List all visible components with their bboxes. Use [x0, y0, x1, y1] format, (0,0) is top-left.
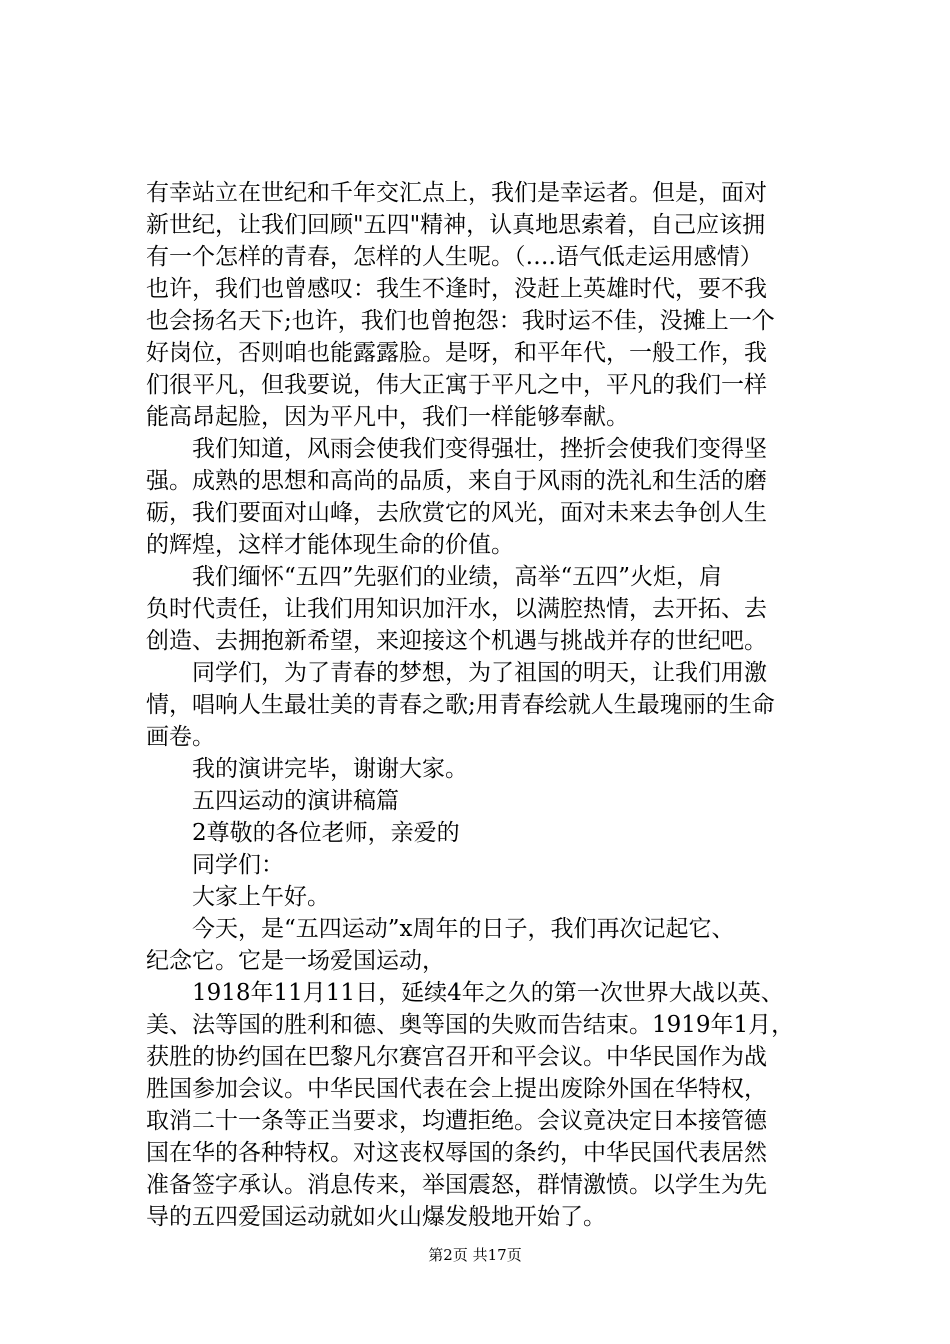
text-line: 美、法等国的胜利和德、奥等国的失败而告结束。1919年1月， — [146, 1012, 795, 1038]
section-heading: 五四运动的演讲稿篇 — [146, 788, 399, 814]
text-line: 情，唱响人生最壮美的青春之歌;用青春绘就人生最瑰丽的生命 — [146, 692, 775, 718]
text-line: 我的演讲完毕，谢谢大家。 — [146, 756, 468, 782]
text-line: 获胜的协约国在巴黎凡尔赛宫召开和平会议。中华民国作为战 — [146, 1044, 767, 1070]
text-line: 好岗位，否则咱也能露露脸。是呀，和平年代，一般工作，我 — [146, 340, 767, 366]
text-line: 大家上午好。 — [146, 884, 330, 910]
text-line: 有一个怎样的青春，怎样的人生呢。（….语气低走运用感情） — [146, 244, 763, 270]
text-line: 1918年11月11日，延续4年之久的第一次世界大战以英、 — [146, 980, 784, 1006]
text-line: 砺，我们要面对山峰，去欣赏它的风光，面对未来去争创人生 — [146, 500, 767, 526]
text-line: 纪念它。它是一场爱国运动， — [146, 948, 445, 974]
text-line: 的辉煌，这样才能体现生命的价值。 — [146, 532, 514, 558]
document-body — [146, 177, 826, 1233]
text-line: 也会扬名天下;也许，我们也曾抱怨：我时运不佳，没摊上一个 — [146, 308, 775, 334]
text-line: 2尊敬的各位老师，亲爱的 — [146, 820, 460, 846]
text-line: 国在华的各种特权。对这丧权辱国的条约，中华民国代表居然 — [146, 1140, 767, 1166]
text-line: 能高昂起脸，因为平凡中，我们一样能够奉献。 — [146, 404, 629, 430]
text-line: 同学们： — [146, 852, 284, 878]
text-line: 创造、去拥抱新希望，来迎接这个机遇与挑战并存的世纪吧。 — [146, 628, 767, 654]
text-line: 负时代责任，让我们用知识加汗水，以满腔热情，去开拓、去 — [146, 596, 767, 622]
text-line: 们很平凡，但我要说，伟大正寓于平凡之中，平凡的我们一样 — [146, 372, 767, 398]
text-line: 同学们，为了青春的梦想，为了祖国的明天，让我们用激 — [146, 660, 767, 686]
text-line: 画卷。 — [146, 724, 215, 750]
text-line: 胜国参加会议。中华民国代表在会上提出废除外国在华特权， — [146, 1076, 767, 1102]
text-line: 强。成熟的思想和高尚的品质，来自于风雨的洗礼和生活的磨 — [146, 468, 767, 494]
text-line: 也许，我们也曾感叹：我生不逢时，没赶上英雄时代，要不我 — [146, 276, 767, 302]
page-number-footer: 第2页 共17页 — [428, 1246, 522, 1264]
text-line: 导的五四爱国运动就如火山爆发般地开始了。 — [146, 1204, 606, 1230]
text-line: 取消二十一条等正当要求，均遭拒绝。会议竟决定日本接管德 — [146, 1108, 767, 1134]
text-line: 我们缅怀“五四”先驱们的业绩，高举“五四”火炬，肩 — [146, 564, 723, 590]
text-line: 有幸站立在世纪和千年交汇点上，我们是幸运者。但是，面对 — [146, 180, 767, 206]
text-line: 今天，是“五四运动”x周年的日子，我们再次记起它、 — [146, 916, 735, 942]
text-line: 新世纪，让我们回顾"五四"精神，认真地思索着，自己应该拥 — [146, 212, 766, 238]
text-line: 准备签字承认。消息传来，举国震怒，群情激愤。以学生为先 — [146, 1172, 767, 1198]
text-line: 我们知道，风雨会使我们变得强壮，挫折会使我们变得坚 — [146, 436, 767, 462]
